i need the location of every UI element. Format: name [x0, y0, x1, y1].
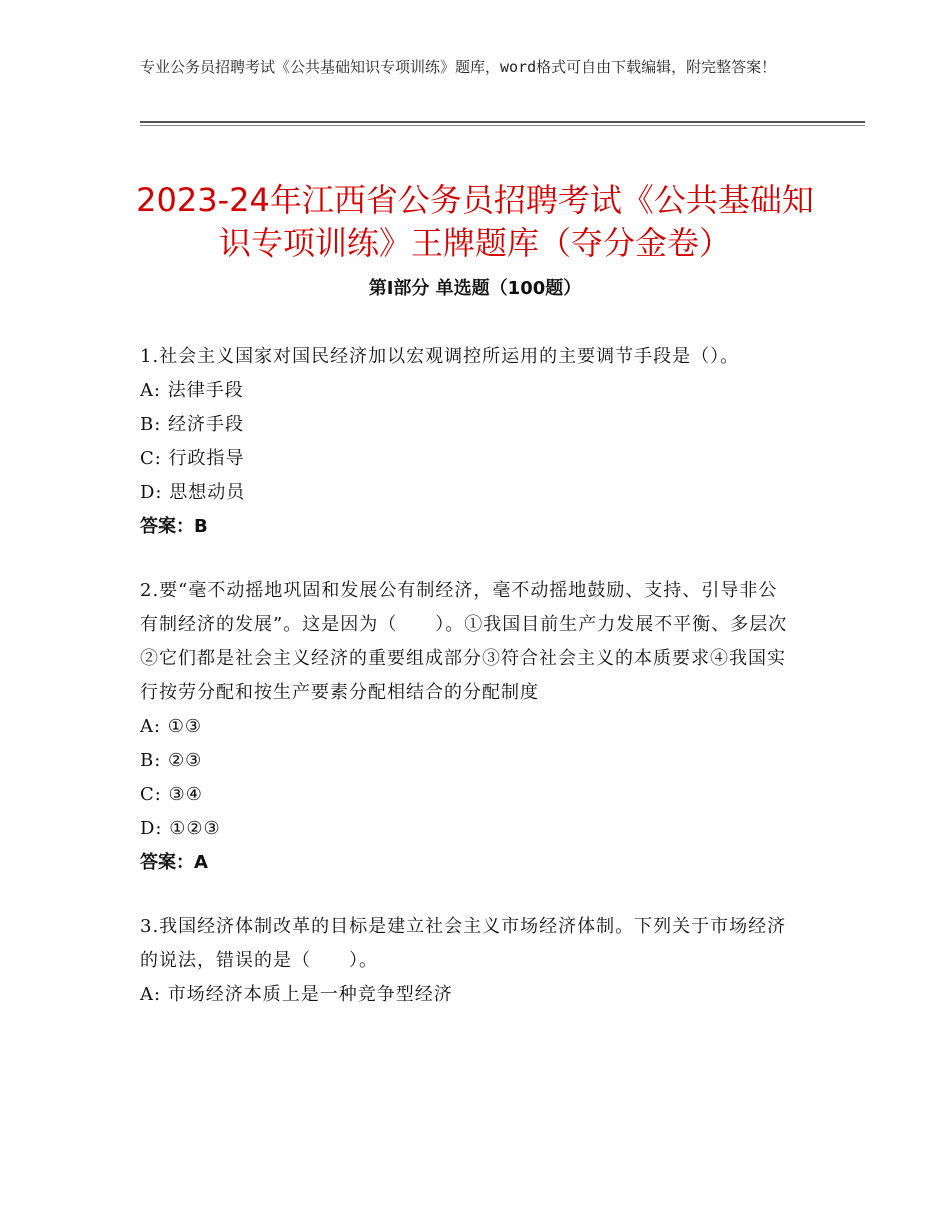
section-heading: 第Ⅰ部分 单选题（100题） [368, 278, 582, 299]
question-stem: 1.社会主义国家对国民经济加以宏观调控所运用的主要调节手段是（）。 [140, 346, 740, 367]
question-list [140, 340, 795, 1042]
answer: 答案：A [140, 852, 208, 873]
header-rule-thin [140, 125, 865, 126]
document-title: 2023-24年江西省公务员招聘考试《公共基础知识专项训练》王牌题库（夺分金卷） [136, 181, 814, 263]
header-rule-thick [140, 121, 865, 123]
option-d: D: 思想动员 [140, 482, 246, 503]
option-c: C: 行政指导 [140, 448, 245, 469]
option-b: B: 经济手段 [140, 414, 245, 435]
option-a: A: 法律手段 [140, 380, 244, 401]
question-stem: 3.我国经济体制改革的目标是建立社会主义市场经济体制。下列关于市场经济的说法，错误的是（ ）。 [140, 916, 787, 971]
option-d: D: ①②③ [140, 818, 221, 839]
option-c: C: ③④ [140, 784, 203, 805]
header-note: 专业公务员招聘考试《公共基础知识专项训练》题库，word格式可自由下载编辑，附完整答案！ [140, 58, 777, 76]
option-a: A: 市场经济本质上是一种竞争型经济 [140, 984, 453, 1005]
option-b: B: ②③ [140, 750, 203, 771]
question-3 [140, 910, 795, 1012]
option-a: A: ①③ [140, 716, 203, 737]
question-2 [140, 574, 795, 880]
question-1 [140, 340, 795, 544]
answer: 答案：B [140, 516, 208, 537]
question-stem: 2.要“毫不动摇地巩固和发展公有制经济，毫不动摇地鼓励、支持、引导非公有制经济的发展”。这是因为（ ）。①我国目前生产力发展不平衡、多层次②它们都是社会主义经济的重要组成部分③符合社会主义的本质要求④我国实行按劳分配和按生产要素分配相结合的分配制度 [140, 580, 788, 703]
